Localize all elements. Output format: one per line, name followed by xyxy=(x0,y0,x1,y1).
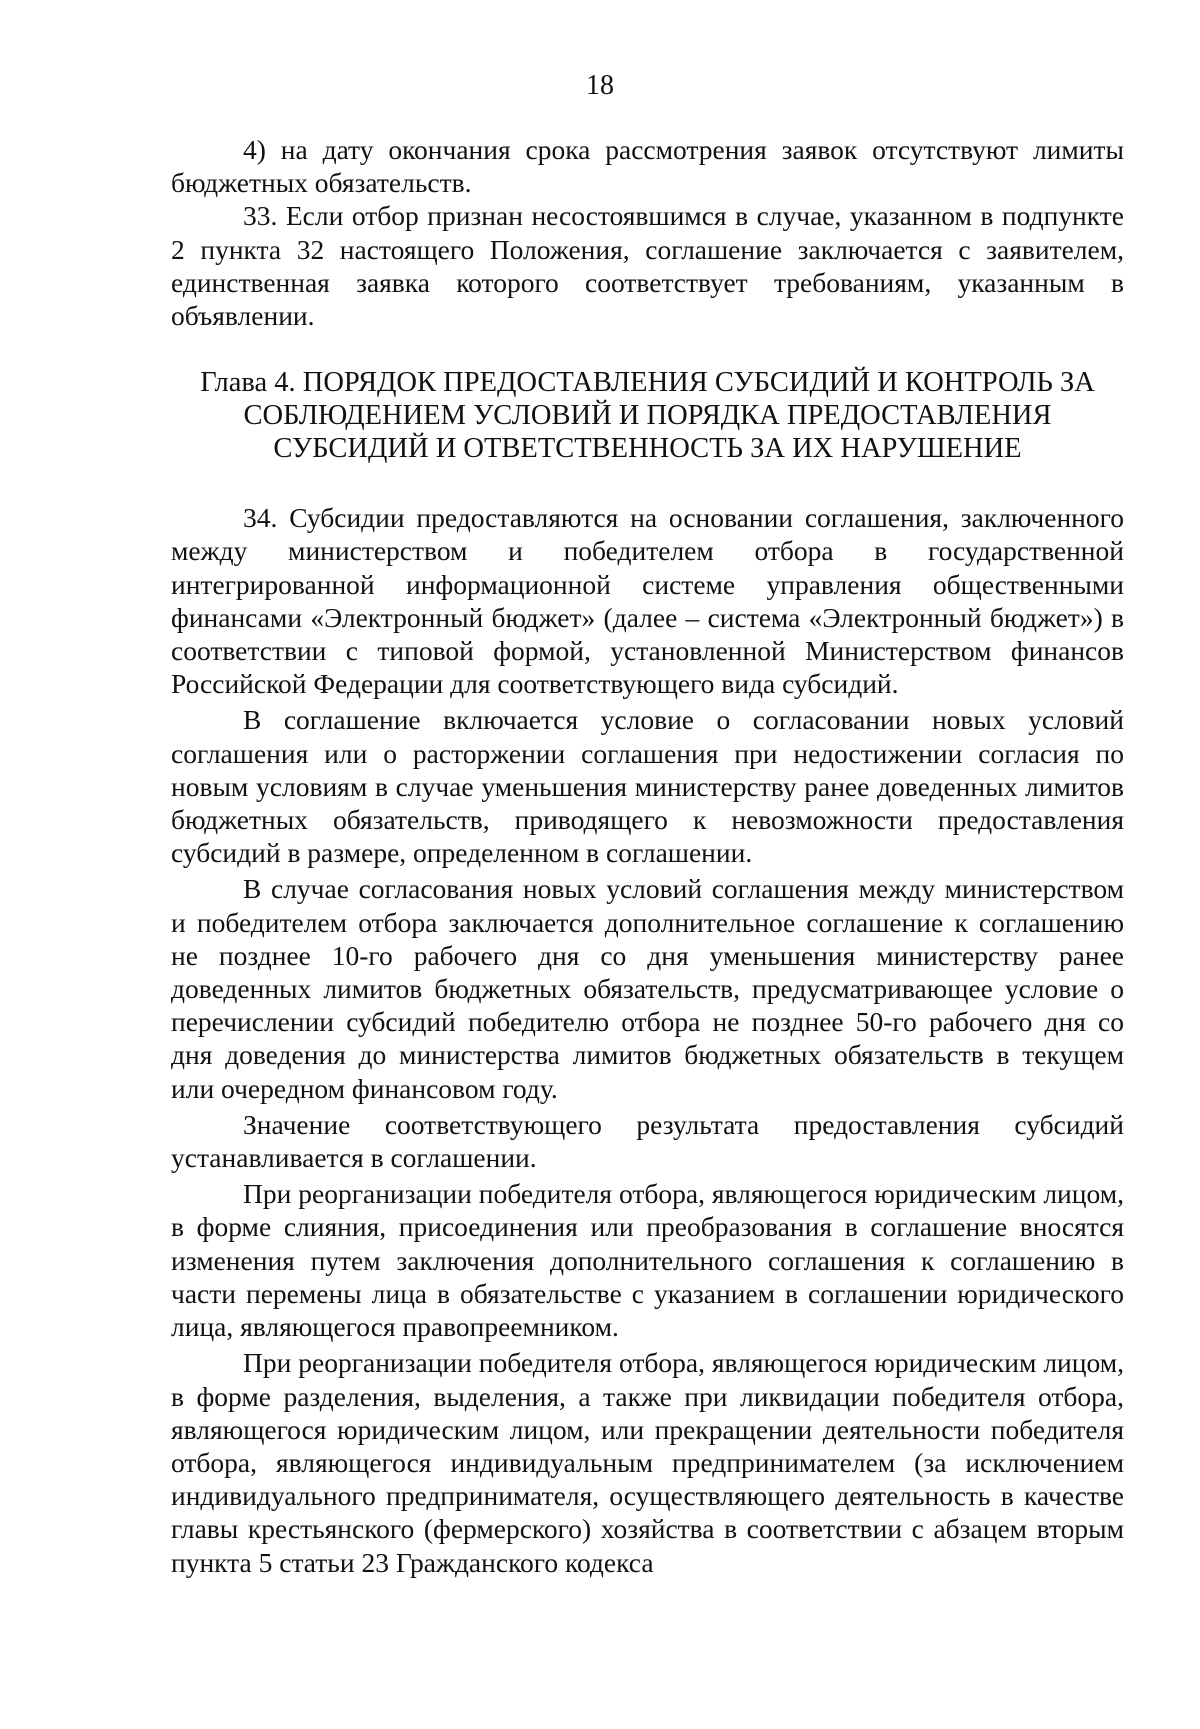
paragraph-reorganization-division: При реорганизации победителя отбора, являющегося юридическим лицом, в форме разделения, выделения, а также при ликвидации победителя отбора, являющегося юридическим лицом, или прекращении деятельности победителя отбора, являющегося индивидуальным предпринимателем (за исключением индивидуального предпринимателя, осуществляющего деятельность в качестве главы крестьянского (фермерского) хозяйства в соответствии с абзацем вторым пункта 5 статьи 23 Гражданского кодекса xyxy=(171,1347,1124,1578)
paragraph-item-4: 4) на дату окончания срока рассмотрения заявок отсутствуют лимиты бюджетных обязательств. xyxy=(171,134,1124,199)
chapter-heading-line-2: СОБЛЮДЕНИЕМ УСЛОВИЙ И ПОРЯДКА ПРЕДОСТАВЛЕНИЯ xyxy=(243,400,1052,432)
chapter-heading-line-3: СУБСИДИЙ И ОТВЕТСТВЕННОСТЬ ЗА ИХ НАРУШЕНИЕ xyxy=(273,433,1022,465)
page-number: 18 xyxy=(586,70,614,101)
paragraph-agreement-condition: В соглашение включается условие о согласовании новых условий соглашения или о расторжении соглашения при недостижении согласия по новым условиям в случае уменьшения министерству ранее доведенных лимитов бюджетных обязательств, приводящего к невозможности предоставления субсидий в размере, определенном в соглашении. xyxy=(171,704,1124,869)
document-body xyxy=(171,133,1124,1579)
paragraph-33: 33. Если отбор признан несостоявшимся в случае, указанном в подпункте 2 пункта 32 настоящего Положения, соглашение заключается с заявителем, единственная заявка которого соответствует требованиям, указанным в объявлении. xyxy=(171,200,1124,332)
paragraph-reorganization-merger: При реорганизации победителя отбора, являющегося юридическим лицом, в форме слияния, присоединения или преобразования в соглашение вносятся изменения путем заключения дополнительного соглашения к соглашению в части перемены лица в обязательстве с указанием в соглашении юридического лица, являющегося правопреемником. xyxy=(171,1178,1124,1343)
paragraph-result-value: Значение соответствующего результата предоставления субсидий устанавливается в соглашении. xyxy=(171,1108,1124,1174)
chapter-heading xyxy=(171,366,1124,465)
paragraph-additional-agreement: В случае согласования новых условий соглашения между министерством и победителем отбора заключается дополнительное соглашение к соглашению не позднее 10-го рабочего дня со дня уменьшения министерству ранее доведенных лимитов бюджетных обязательств, предусматривающее условие о перечислении субсидий победителю отбора не позднее 50-го рабочего дня со дня доведения до министерства лимитов бюджетных обязательств в текущем или очередном финансовом году. xyxy=(171,873,1124,1104)
chapter-heading-line-1: Глава 4. ПОРЯДОК ПРЕДОСТАВЛЕНИЯ СУБСИДИЙ И КОНТРОЛЬ ЗА xyxy=(200,367,1095,399)
paragraph-34: 34. Субсидии предоставляются на основании соглашения, заключенного между министерством и победителем отбора в государственной интегрированной информационной системе управления общественными финансами «Электронный бюджет» (далее – система «Электронный бюджет») в соответствии с типовой формой, установленной Министерством финансов Российской Федерации для соответствующего вида субсидий. xyxy=(171,502,1124,700)
